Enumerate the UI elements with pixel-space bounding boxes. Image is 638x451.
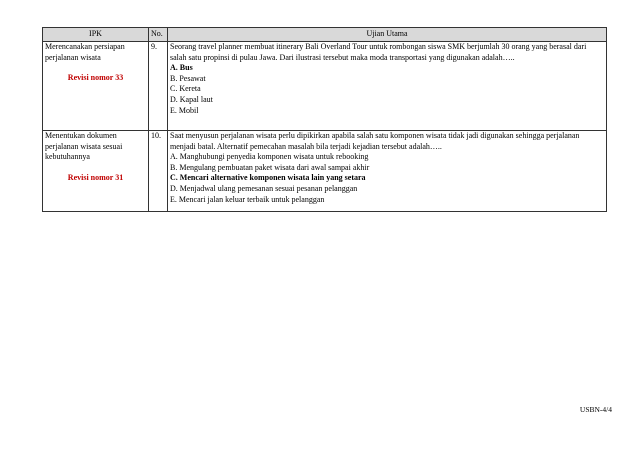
header-question: Ujian Utama [168, 28, 607, 42]
page-footer-label: USBN-4/4 [579, 405, 612, 414]
question-stem: Seorang travel planner membuat itinerary Bali Overland Tour untuk rombongan siswa SMK berjumlah 30 orang yang berasal dari salah satu propinsi di pulau Jawa. Dari ilustrasi tersebut maka moda transportasi yang digunakan adalah….. [170, 42, 587, 62]
option-b: B. Mengulang pembuatan paket wisata dari awal sampai akhir [170, 162, 370, 172]
number-cell: 9. [149, 42, 168, 131]
header-ipk: IPK [43, 28, 149, 42]
table-row [43, 131, 607, 212]
option-a: A. Manghubungi penyedia komponen wisata untuk rebooking [170, 152, 369, 162]
option-c: C. Kereta [170, 84, 201, 94]
question-cell [168, 131, 607, 212]
ipk-cell [43, 131, 149, 212]
header-no: No. [149, 28, 168, 42]
option-c: C. Mencari alternative komponen wisata lain yang setara [170, 173, 366, 183]
table-row [43, 42, 607, 131]
option-a: A. Bus [170, 63, 193, 73]
ipk-text: Merencanakan persiapan perjalanan wisata [45, 42, 125, 62]
question-stem: Saat menyusun perjalanan wisata perlu dipikirkan apabila salah satu komponen wisata tidak jadi digunakan sehingga perjalanan menjadi batal. Alternatif pemecahan masalah bila terjadi kejadian tersebut adalah….. [170, 131, 580, 151]
table-header-row [43, 28, 607, 42]
option-e: E. Mencari jalan keluar terbaik untuk pelanggan [170, 194, 325, 204]
ipk-cell [43, 42, 149, 131]
revision-note: Revisi nomor 33 [67, 73, 124, 83]
option-e: E. Mobil [170, 105, 199, 115]
option-d: D. Menjadwal ulang pemesanan sesuai pesanan pelanggan [170, 183, 358, 193]
revision-note: Revisi nomor 31 [67, 172, 124, 182]
exam-table [42, 27, 607, 212]
option-d: D. Kapal laut [170, 94, 213, 104]
ipk-text: Menentukan dokumen perjalanan wisata sesuai kebutuhannya [45, 131, 123, 162]
question-cell [168, 42, 607, 131]
option-b: B. Pesawat [170, 73, 206, 83]
number-cell: 10. [149, 131, 168, 212]
